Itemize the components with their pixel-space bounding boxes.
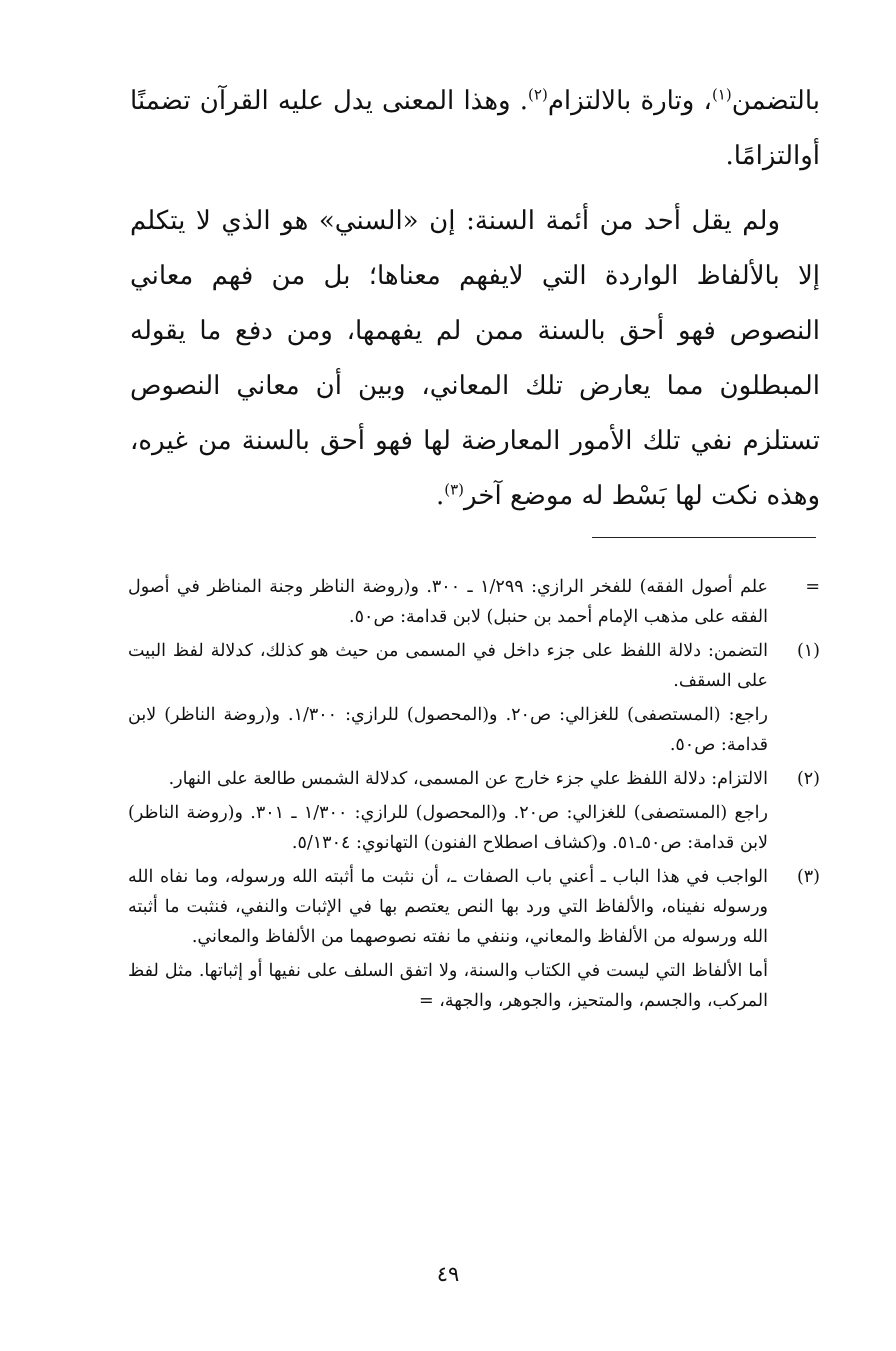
footnote-ref-3[interactable]: (٣): [444, 480, 465, 499]
paragraph-1-text-a: بالتضمن: [731, 86, 821, 116]
page-number: ٤٩: [436, 1262, 460, 1286]
footnote-3-number: (٣): [796, 867, 820, 887]
footnote-2-number: (٢): [796, 769, 820, 789]
footnote-continued: [128, 572, 820, 632]
footnote-3-line-1: الواجب في هذا الباب ـ أعني باب الصفات ـ، أن نثبت ما أثبته الله ورسوله، وما نفاه الله ورسوله نفيناه، والألفاظ التي ورد بها النص يعتصم بها في الإثبات والنفي، فنثبت ما أثبته الله ورسوله من الألفاظ والمعاني، وننفي ما نفته نصوصهما من الألفاظ والمعاني.: [128, 867, 768, 947]
paragraph-2-text-a: ولم يقل أحد من أئمة السنة: إن «السني» هو الذي لا يتكلم إلا بالألفاظ الواردة التي لايفهم معناها؛ بل من فهم معاني النصوص فهو أحق بالسنة ممن لم يفهمها، ومن دفع ما يقوله المبطلون مما يعارض تلك المعاني، وبين أن معاني النصوص تستلزم نفي تلك الأمور المعارضة لها فهو أحق بالسنة من غيره، وهذه نكت لها بَسْط له موضع آخر: [130, 206, 820, 511]
footnote-3-line-2: [128, 956, 768, 1016]
footnote-ref-1[interactable]: (١): [711, 85, 732, 104]
footnote-ref-2[interactable]: (٢): [528, 85, 548, 104]
paragraph-1: [130, 74, 820, 184]
footnote-3-continuation-mark: =: [419, 991, 434, 1011]
footnote-1-line-1: التضمن: دلالة اللفظ على جزء داخل في المسمى من حيث هو كذلك، كدلالة لفظ البيت على السقف.: [128, 641, 768, 691]
footnote-continued-text: علم أصول الفقه) للفخر الرازي: ١/٢٩٩ ـ ٣٠٠. و(روضة الناظر وجنة المناظر في أصول الفقه على مذهب الإمام أحمد بن حنبل) لابن قدامة: ص٥٠.: [128, 577, 768, 627]
footnote-2-line-2: راجع (المستصفى) للغزالي: ص٢٠. و(المحصول) للرازي: ١/٣٠٠ ـ ٣٠١. و(روضة الناظر) لابن قدامة: ص٥٠ـ٥١. و(كشاف اصطلاح الفنون) التهانوي: ٥/١٣٠٤.: [128, 803, 768, 853]
footnote-3: [128, 862, 820, 1016]
main-text: [130, 74, 820, 524]
paragraph-2-text-b: .: [435, 481, 445, 511]
paragraph-1-text-c: . وهذا المعنى يدل عليه القرآن تضمنًا أوالتزامًا.: [130, 86, 820, 171]
footnote-1: [128, 636, 820, 760]
paragraph-1-text-b: ، وتارة بالالتزام: [547, 86, 712, 116]
continuation-mark: =: [805, 577, 820, 597]
footnote-separator: [592, 537, 816, 538]
footnote-1-number: (١): [796, 641, 820, 661]
footnote-2-line-1: الالتزام: دلالة اللفظ علي جزء خارج عن المسمى، كدلالة الشمس طالعة على النهار.: [168, 769, 768, 789]
footnotes: [128, 572, 820, 1016]
paragraph-2: [130, 194, 820, 524]
footnote-1-line-2: راجع: (المستصفى) للغزالي: ص٢٠. و(المحصول) للرازي: ١/٣٠٠. و(روضة الناظر) لابن قدامة: ص٥٠.: [128, 705, 768, 755]
footnote-3-line-2-text: أما الألفاظ التي ليست في الكتاب والسنة، ولا اتفق السلف على نفيها أو إثباتها. مثل لفظ المركب، والجسم، والمتحيز، والجوهر، والجهة،: [128, 961, 768, 1011]
footnote-2: [128, 764, 820, 858]
